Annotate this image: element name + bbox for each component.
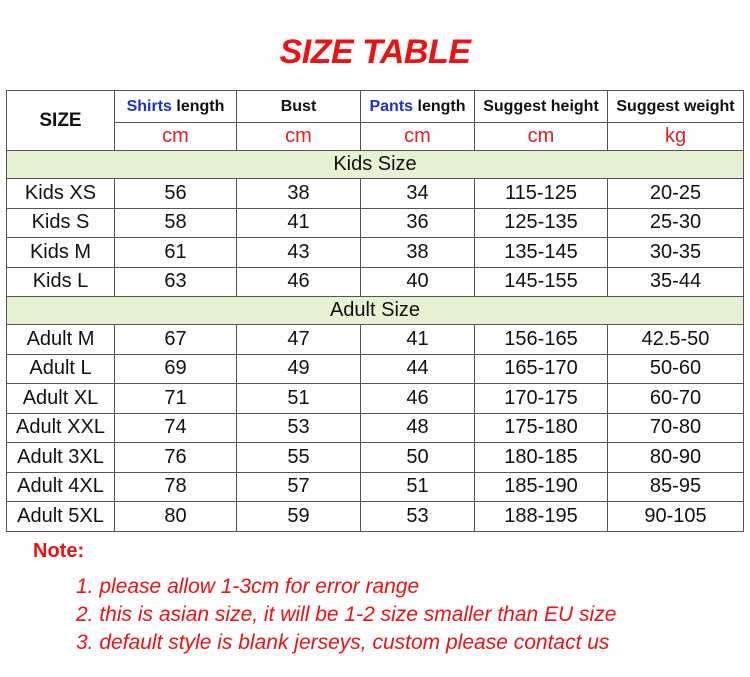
table-cell: 51 xyxy=(237,384,361,414)
table-row xyxy=(7,238,744,268)
unit-row xyxy=(7,123,744,151)
size-label-cell: Kids XS xyxy=(7,179,115,209)
column-header xyxy=(475,91,608,123)
table-cell: 50-60 xyxy=(608,354,744,384)
table-cell: 38 xyxy=(361,238,475,268)
table-row xyxy=(7,354,744,384)
table-cell: 185-190 xyxy=(475,472,608,502)
table-cell: 85-95 xyxy=(608,472,744,502)
table-cell: 78 xyxy=(115,472,237,502)
table-cell: 170-175 xyxy=(475,384,608,414)
column-header-text: Bust xyxy=(280,97,317,115)
table-cell: 53 xyxy=(361,502,475,532)
table-cell: 25-30 xyxy=(608,208,744,238)
size-header: SIZE xyxy=(7,91,115,151)
table-row xyxy=(7,179,744,209)
size-label-cell: Adult L xyxy=(7,354,115,384)
size-label-cell: Adult 4XL xyxy=(7,472,115,502)
table-cell: 59 xyxy=(237,502,361,532)
table-cell: 38 xyxy=(237,179,361,209)
section-title: Kids Size xyxy=(7,151,744,179)
table-cell: 42.5-50 xyxy=(608,325,744,355)
size-label-cell: Adult 5XL xyxy=(7,502,115,532)
table-cell: 36 xyxy=(361,208,475,238)
table-cell: 41 xyxy=(361,325,475,355)
section-title: Adult Size xyxy=(7,297,744,325)
table-cell: 80-90 xyxy=(608,443,744,473)
table-cell: 70-80 xyxy=(608,413,744,443)
table-cell: 40 xyxy=(361,267,475,297)
table-cell: 44 xyxy=(361,354,475,384)
unit-cell: kg xyxy=(608,123,744,151)
size-label-cell: Kids M xyxy=(7,238,115,268)
table-cell: 48 xyxy=(361,413,475,443)
size-label-cell: Adult XL xyxy=(7,384,115,414)
table-cell: 51 xyxy=(361,472,475,502)
table-cell: 46 xyxy=(361,384,475,414)
column-header-text: length xyxy=(413,97,466,115)
section-row xyxy=(7,297,744,325)
table-cell: 20-25 xyxy=(608,179,744,209)
table-cell: 125-135 xyxy=(475,208,608,238)
column-header-accent: Pants xyxy=(369,97,414,115)
table-cell: 71 xyxy=(115,384,237,414)
table-row xyxy=(7,443,744,473)
size-label-cell: Adult M xyxy=(7,325,115,355)
size-label-cell: Adult 3XL xyxy=(7,443,115,473)
table-cell: 76 xyxy=(115,443,237,473)
note-item: 2. this is asian size, it will be 1-2 size smaller than EU size xyxy=(76,603,617,626)
table-cell: 56 xyxy=(115,179,237,209)
unit-cell: cm xyxy=(237,123,361,151)
table-cell: 156-165 xyxy=(475,325,608,355)
table-cell: 165-170 xyxy=(475,354,608,384)
column-header-text: Suggest weight xyxy=(616,97,735,115)
column-header-text: Suggest height xyxy=(483,97,599,115)
unit-cell: cm xyxy=(475,123,608,151)
table-cell: 63 xyxy=(115,267,237,297)
table-cell: 58 xyxy=(115,208,237,238)
note-label: Note: xyxy=(33,540,85,562)
table-cell: 180-185 xyxy=(475,443,608,473)
table-row xyxy=(7,325,744,355)
table-cell: 175-180 xyxy=(475,413,608,443)
column-header xyxy=(361,91,475,123)
table-cell: 41 xyxy=(237,208,361,238)
note-item: 1. please allow 1-3cm for error range xyxy=(76,575,420,598)
table-cell: 67 xyxy=(115,325,237,355)
column-header-accent: Shirts xyxy=(126,97,172,115)
table-cell: 47 xyxy=(237,325,361,355)
table-cell: 188-195 xyxy=(475,502,608,532)
size-label-cell: Kids S xyxy=(7,208,115,238)
table-cell: 74 xyxy=(115,413,237,443)
section-row xyxy=(7,151,744,179)
table-cell: 57 xyxy=(237,472,361,502)
table-row xyxy=(7,384,744,414)
table-cell: 46 xyxy=(237,267,361,297)
unit-cell: cm xyxy=(115,123,237,151)
table-row xyxy=(7,472,744,502)
column-header-text: length xyxy=(171,97,225,115)
table-row xyxy=(7,208,744,238)
table-cell: 43 xyxy=(237,238,361,268)
table-cell: 34 xyxy=(361,179,475,209)
table-cell: 35-44 xyxy=(608,267,744,297)
table-cell: 60-70 xyxy=(608,384,744,414)
note-list xyxy=(76,573,616,657)
table-row xyxy=(7,267,744,297)
table-cell: 30-35 xyxy=(608,238,744,268)
table-cell: 80 xyxy=(115,502,237,532)
table-cell: 145-155 xyxy=(475,267,608,297)
page-title: SIZE TABLE xyxy=(279,33,471,71)
unit-cell: cm xyxy=(361,123,475,151)
size-label-cell: Kids L xyxy=(7,267,115,297)
size-table xyxy=(6,90,744,532)
table-cell: 55 xyxy=(237,443,361,473)
table-cell: 53 xyxy=(237,413,361,443)
note-item: 3. default style is blank jerseys, custom please contact us xyxy=(76,631,610,654)
table-cell: 115-125 xyxy=(475,179,608,209)
column-header xyxy=(237,91,361,123)
column-header xyxy=(608,91,744,123)
table-cell: 49 xyxy=(237,354,361,384)
table-cell: 61 xyxy=(115,238,237,268)
column-header xyxy=(115,91,237,123)
table-cell: 50 xyxy=(361,443,475,473)
header-row xyxy=(7,91,744,123)
table-cell: 69 xyxy=(115,354,237,384)
table-cell: 135-145 xyxy=(475,238,608,268)
table-cell: 90-105 xyxy=(608,502,744,532)
table-row xyxy=(7,502,744,532)
table-row xyxy=(7,413,744,443)
size-label-cell: Adult XXL xyxy=(7,413,115,443)
